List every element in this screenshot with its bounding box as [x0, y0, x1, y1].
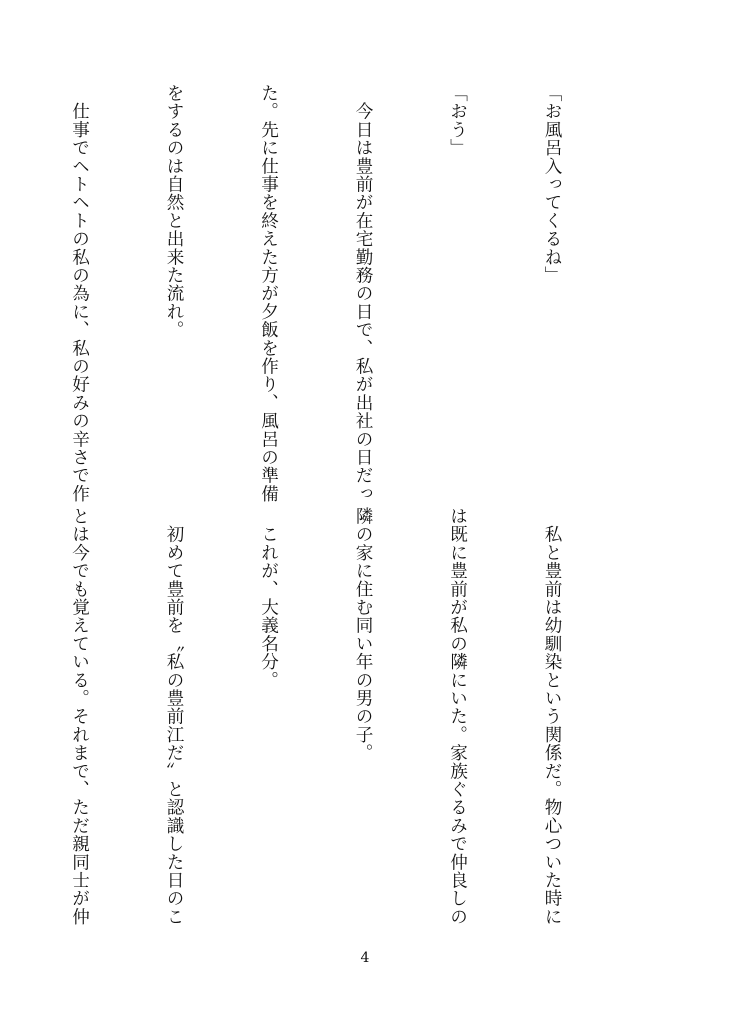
- text-line: 私と豊前は幼馴染という関係だ。物心ついた時に: [542, 507, 562, 926]
- text-line: た。先に仕事を終えた方が夕飯を作り、風呂の準備: [258, 84, 279, 503]
- text-line: 「おう」: [447, 84, 468, 157]
- text-line: をするのは自然と出来た流れ。: [164, 84, 184, 339]
- text-line: 今日は豊前が在宅勤務の日で、私が出社の日だっ: [353, 84, 373, 503]
- text-line: 「お風呂入ってくるね」: [542, 84, 562, 285]
- text-line: とは今でも覚えている。それまで、ただ親同士が仲: [69, 507, 90, 926]
- text-line: 初めて豊前を〝私の豊前江だ〟と認識した日のこ: [164, 507, 184, 926]
- text-line: これが、大義名分。: [258, 507, 279, 689]
- text-line: 隣の家に住む同い年の男の子。: [353, 507, 373, 762]
- page-number: 4: [360, 950, 370, 966]
- text-line: は既に豊前が私の隣にいた。家族ぐるみで仲良しの: [447, 507, 468, 926]
- text-block-lower: [0, 507, 630, 927]
- text-block-upper: [0, 84, 630, 503]
- text-line: 仕事でヘトヘトの私の為に、私の好みの辛さで作: [69, 84, 90, 503]
